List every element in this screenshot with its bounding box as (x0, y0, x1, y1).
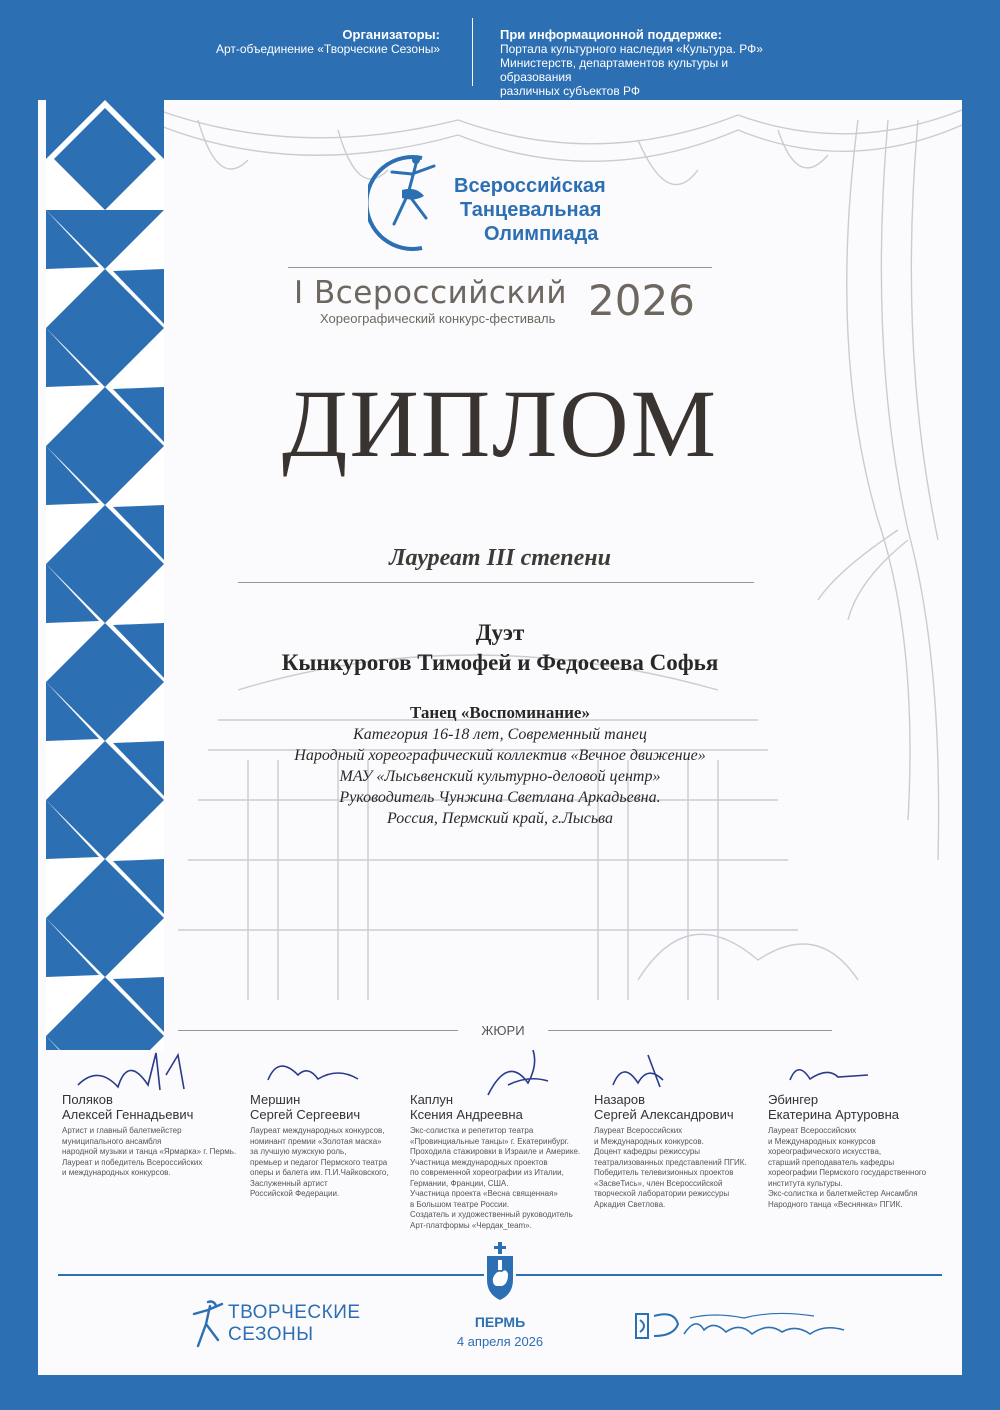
desc-line: творческой лаборатории режиссуры (594, 1189, 730, 1198)
desc-line: Экс-солистка и балетмейстер Ансамбля (768, 1189, 918, 1198)
footer-date: 4 апреля 2026 (456, 1334, 544, 1349)
logo-line: Олимпиада (484, 223, 599, 245)
participant-block (38, 618, 962, 678)
desc-line: «ЗасвеТись», член Всероссийской (594, 1178, 723, 1188)
desc-line: за лучшую мужскую роль, (250, 1147, 347, 1156)
desc-line: Российской Федерации. (250, 1189, 340, 1198)
desc-line: Лауреат Всероссийских (594, 1126, 683, 1135)
detail-line: Руководитель Чунжина Светлана Аркадьевна. (339, 789, 661, 806)
brand-line: СЕЗОНЫ (228, 1324, 314, 1345)
jury-member (594, 1092, 774, 1210)
desc-line: в Большом театре России. (410, 1199, 510, 1209)
support-label: При информационной поддержке: (500, 27, 722, 42)
header-bar (0, 0, 1000, 96)
desc-line: и Международных конкурсов (768, 1136, 876, 1146)
organizers-label: Организаторы: (342, 27, 440, 42)
jury-rule-left (178, 1030, 458, 1031)
detail-line: Категория 16-18 лет, Современный танец (353, 726, 647, 743)
jury-member (250, 1092, 430, 1200)
tvorcheskie-sezony-logo (228, 1302, 361, 1346)
ballerina-icon (368, 144, 458, 254)
jury-member (410, 1092, 596, 1231)
olympiad-logo (368, 144, 688, 254)
degree-rule (238, 582, 754, 583)
jury-label: ЖЮРИ (481, 1023, 525, 1038)
desc-line: Победитель телевизионных проектов (594, 1168, 734, 1177)
desc-line: Участница международных проектов (410, 1157, 548, 1167)
perm-coat-of-arms-icon (484, 1240, 516, 1310)
support-line: Министерств, департаментов культуры и образования (500, 56, 729, 84)
festival-year: 2026 (588, 276, 695, 325)
support-block (500, 28, 800, 98)
jury-name: Ксения Андреевна (410, 1107, 523, 1122)
jury-desc (410, 1126, 596, 1231)
desc-line: муниципального ансамбля (62, 1136, 162, 1146)
organizers-block (200, 28, 440, 56)
brand-line: ТВОРЧЕСКИЕ (228, 1302, 361, 1323)
desc-line: Заслуженный артист (250, 1178, 328, 1188)
jury-surname: Поляков (62, 1092, 113, 1107)
desc-line: Лауреат Всероссийских (768, 1126, 857, 1135)
desc-line: Германии, Франции, США. (410, 1178, 509, 1188)
jury-desc (594, 1126, 774, 1210)
festival-title: I Всероссийский (294, 275, 567, 311)
jury-member (62, 1092, 242, 1179)
dancer-icon (178, 1296, 234, 1352)
desc-line: Артист и главный балетмейстер (62, 1126, 182, 1135)
jury-name: Сергей Александрович (594, 1107, 734, 1122)
jury-desc (62, 1126, 242, 1179)
diploma-title: ДИПЛОМ (282, 370, 718, 477)
logo-line: Танцевальная (460, 199, 602, 221)
jury-surname: Мершин (250, 1092, 301, 1107)
vivat-talanty-logo (634, 1306, 854, 1346)
detail-line: Народный хореографический коллектив «Вечное движение» (294, 747, 706, 764)
logo-text (454, 174, 606, 246)
diploma-sheet (38, 100, 962, 1375)
desc-line: по современной хореографии из Италии, (410, 1168, 564, 1177)
triangle-band (46, 100, 164, 1050)
dance-title: Танец «Воспоминание» (410, 703, 590, 722)
jury-surname: Эбингер (768, 1092, 819, 1107)
jury-surname: Каплун (410, 1092, 454, 1107)
jury-name: Сергей Сергеевич (250, 1107, 361, 1122)
jury-desc (768, 1126, 954, 1210)
detail-line: Россия, Пермский край, г.Лысьва (387, 810, 613, 827)
festival-rule (288, 267, 712, 268)
desc-line: и Международных конкурсов. (594, 1136, 704, 1146)
support-line: различных субъектов РФ (500, 84, 641, 98)
desc-line: оперы и балета им. П.И.Чайковского, (250, 1168, 389, 1177)
footer-city: ПЕРМЬ (474, 1314, 526, 1330)
desc-line: премьер и педагог Пермского театра (250, 1157, 388, 1167)
desc-line: Участница проекта «Весна священная» (410, 1189, 558, 1198)
desc-line: Создатель и художественный руководитель (410, 1210, 573, 1219)
desc-line: Проходила стажировки в Израиле и Америке. (410, 1147, 581, 1156)
desc-line: и международных конкурсов. (62, 1168, 171, 1177)
jury-rule-right (548, 1030, 832, 1031)
jury-name: Алексей Геннадьевич (62, 1107, 194, 1122)
participant-names: Кынкурогов Тимофей и Федосеева Софья (281, 650, 719, 675)
festival-subtitle: Хореографический конкурс-фестиваль (320, 311, 556, 326)
detail-line: МАУ «Лысьвенский культурно-деловой центр» (339, 768, 661, 785)
participant-type: Дуэт (475, 620, 525, 645)
jury-member (768, 1092, 954, 1210)
jury-name: Екатерина Артуровна (768, 1107, 899, 1122)
desc-line: хореографии Пермского государственного (768, 1168, 927, 1177)
jury-desc (250, 1126, 430, 1200)
desc-line: хореографического искусства, (768, 1147, 882, 1156)
organizers-value: Арт-объединение «Творческие Сезоны» (215, 42, 440, 56)
desc-line: старший преподаватель кафедры (768, 1157, 895, 1167)
desc-line: Экс-солистка и репетитор театра (410, 1126, 534, 1135)
desc-line: института культуры. (768, 1178, 843, 1188)
desc-line: «Провинциальные танцы» г. Екатеринбург. (410, 1136, 569, 1146)
desc-line: Арт-платформы «Чердак_team». (410, 1220, 532, 1230)
logo-line: Всероссийская (454, 175, 606, 197)
desc-line: театрализованных представлений ПГИК. (594, 1157, 747, 1167)
desc-line: номинант премии «Золотая маска» (250, 1136, 382, 1146)
jury-surname: Назаров (594, 1092, 646, 1107)
header-divider (472, 18, 473, 86)
desc-line: Доцент кафедры режиссуры (594, 1147, 701, 1156)
desc-line: Народного танца «Веснянка» ПГИК. (768, 1199, 903, 1209)
desc-line: Лауреат и победитель Всероссийских (62, 1157, 203, 1167)
desc-line: народной музыки и танца «Ярмарка» г. Пермь. (62, 1147, 237, 1156)
desc-line: Лауреат международных конкурсов, (250, 1126, 385, 1135)
award-degree: Лауреат III степени (389, 545, 611, 571)
desc-line: Аркадия Светлова. (594, 1199, 666, 1209)
details-block (38, 702, 962, 829)
support-line: Портала культурного наследия «Культура. РФ» (500, 42, 763, 56)
